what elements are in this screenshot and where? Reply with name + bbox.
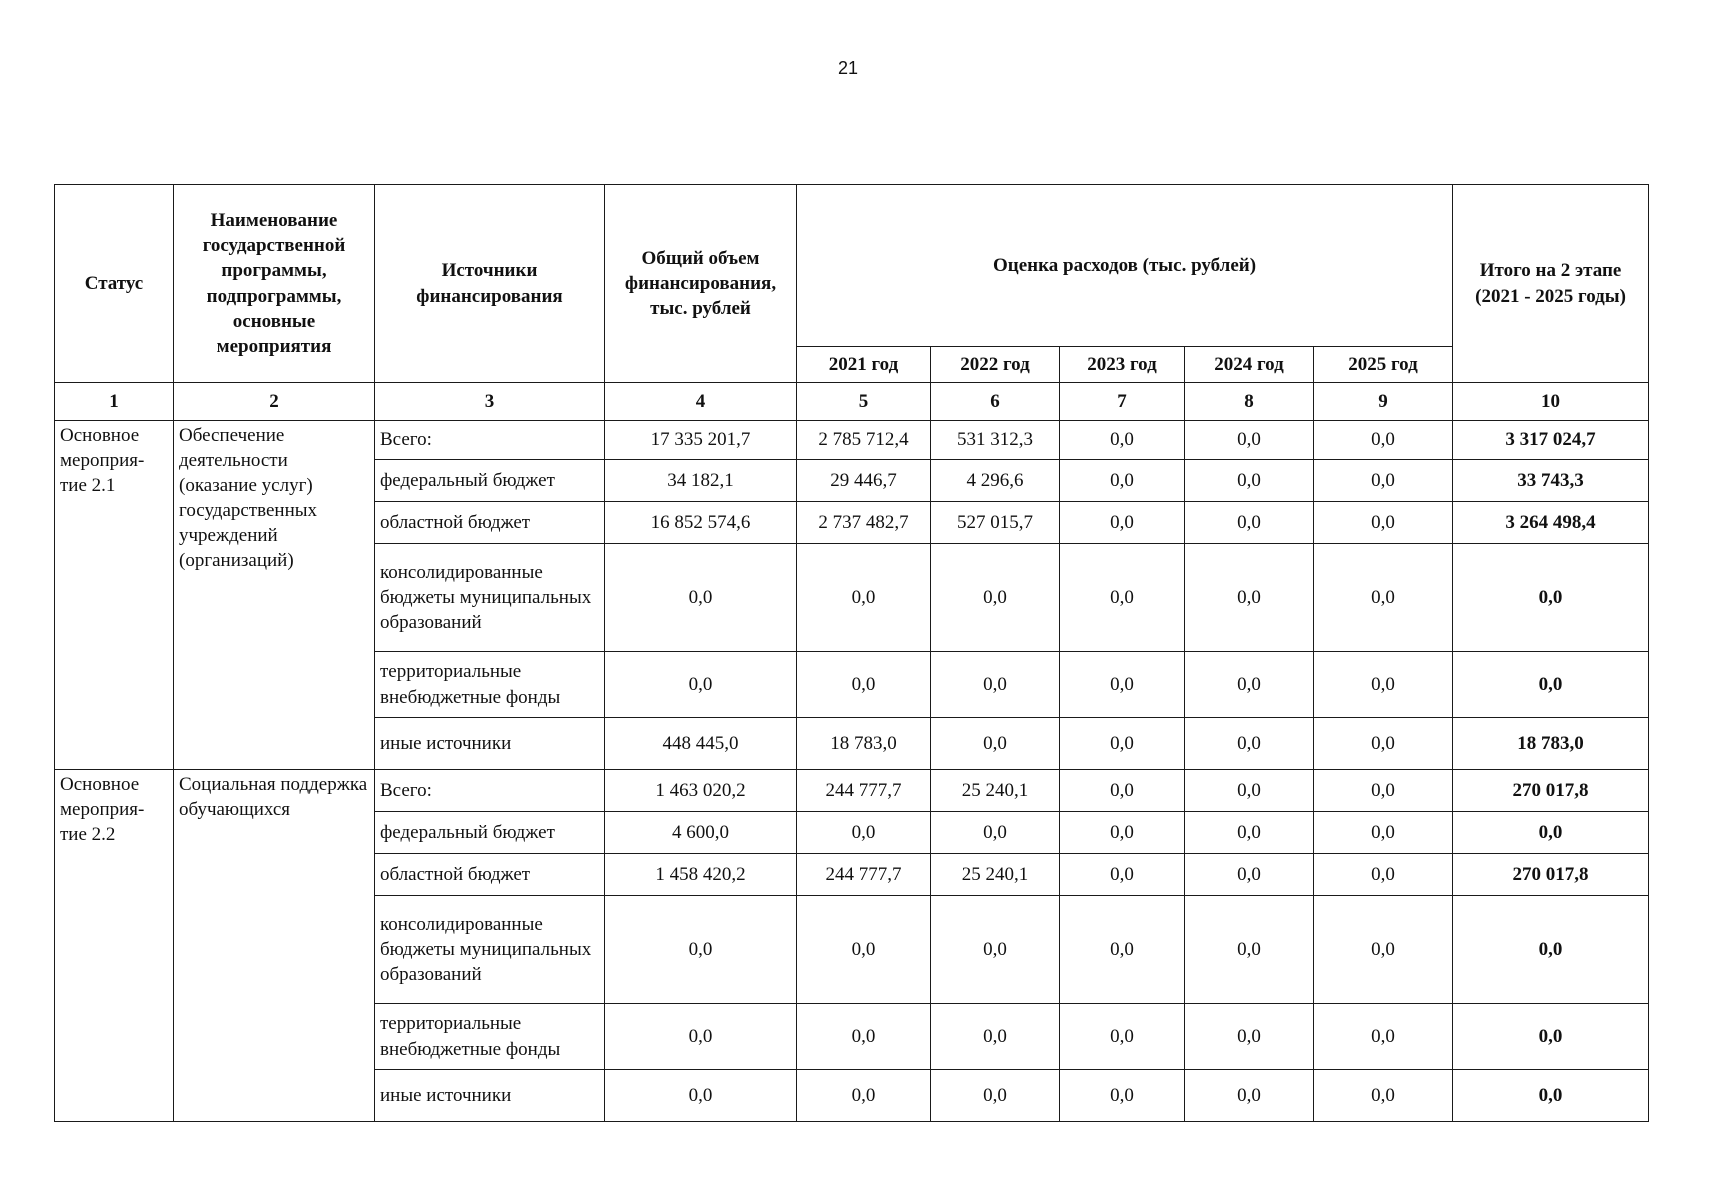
year-cell: 0,0	[1314, 1004, 1453, 1070]
year-cell: 25 240,1	[931, 770, 1060, 812]
year-cell: 0,0	[1185, 854, 1314, 896]
stage-total-cell: 0,0	[1453, 652, 1649, 718]
year-cell: 0,0	[1185, 1004, 1314, 1070]
stage-total-cell: 270 017,8	[1453, 854, 1649, 896]
year-cell: 0,0	[1314, 854, 1453, 896]
year-cell: 0,0	[1185, 770, 1314, 812]
header-year-2021: 2021 год	[797, 347, 931, 383]
year-cell: 0,0	[931, 896, 1060, 1004]
year-cell: 244 777,7	[797, 854, 931, 896]
total-cell: 448 445,0	[605, 718, 797, 770]
column-number: 9	[1314, 383, 1453, 421]
source-cell: федеральный бюджет	[375, 812, 605, 854]
header-sources: Источники финансирования	[375, 185, 605, 383]
total-cell: 34 182,1	[605, 460, 797, 502]
year-cell: 0,0	[1060, 1070, 1185, 1122]
year-cell: 0,0	[1185, 421, 1314, 460]
header-year-2025: 2025 год	[1314, 347, 1453, 383]
column-number: 8	[1185, 383, 1314, 421]
total-cell: 17 335 201,7	[605, 421, 797, 460]
year-cell: 2 785 712,4	[797, 421, 931, 460]
year-cell: 0,0	[797, 1070, 931, 1122]
year-cell: 0,0	[797, 544, 931, 652]
column-number: 10	[1453, 383, 1649, 421]
column-number-row	[55, 383, 1649, 421]
table-row	[55, 770, 1649, 812]
year-cell: 0,0	[1314, 1070, 1453, 1122]
name-cell: Социальная поддержка обучающихся	[174, 770, 375, 1122]
total-cell: 0,0	[605, 544, 797, 652]
year-cell: 0,0	[931, 1070, 1060, 1122]
total-cell: 0,0	[605, 652, 797, 718]
year-cell: 0,0	[797, 1004, 931, 1070]
year-cell: 0,0	[1185, 544, 1314, 652]
status-cell: Основное мероприя-тие 2.1	[55, 421, 174, 770]
year-cell: 0,0	[1314, 718, 1453, 770]
year-cell: 0,0	[1314, 460, 1453, 502]
stage-total-cell: 0,0	[1453, 896, 1649, 1004]
stage-total-cell: 33 743,3	[1453, 460, 1649, 502]
total-cell: 0,0	[605, 1004, 797, 1070]
year-cell: 527 015,7	[931, 502, 1060, 544]
source-cell: иные источники	[375, 718, 605, 770]
year-cell: 0,0	[1060, 502, 1185, 544]
stage-total-cell: 0,0	[1453, 544, 1649, 652]
total-cell: 1 463 020,2	[605, 770, 797, 812]
stage-total-cell: 0,0	[1453, 1004, 1649, 1070]
header-name: Наименование государственной программы, подпрограммы, основные мероприятия	[174, 185, 375, 383]
year-cell: 0,0	[1060, 854, 1185, 896]
status-cell: Основное мероприя-тие 2.2	[55, 770, 174, 1122]
year-cell: 0,0	[931, 652, 1060, 718]
source-cell: консолидированные бюджеты муниципальных образований	[375, 544, 605, 652]
year-cell: 0,0	[1185, 896, 1314, 1004]
column-number: 4	[605, 383, 797, 421]
source-cell: областной бюджет	[375, 854, 605, 896]
page-number: 21	[837, 58, 859, 78]
header-status: Статус	[55, 185, 174, 383]
stage-total-cell: 18 783,0	[1453, 718, 1649, 770]
year-cell: 0,0	[797, 652, 931, 718]
column-number: 1	[55, 383, 174, 421]
header-year-2023: 2023 год	[1060, 347, 1185, 383]
stage-total-cell: 0,0	[1453, 812, 1649, 854]
year-cell: 0,0	[1060, 896, 1185, 1004]
header-year-2024: 2024 год	[1185, 347, 1314, 383]
year-cell: 0,0	[1060, 770, 1185, 812]
source-cell: федеральный бюджет	[375, 460, 605, 502]
year-cell: 0,0	[1314, 502, 1453, 544]
total-cell: 1 458 420,2	[605, 854, 797, 896]
header-total-volume: Общий объем финансирования, тыс. рублей	[605, 185, 797, 383]
source-cell: Всего:	[375, 421, 605, 460]
year-cell: 0,0	[1060, 460, 1185, 502]
table-row	[55, 421, 1649, 460]
year-cell: 4 296,6	[931, 460, 1060, 502]
column-number: 5	[797, 383, 931, 421]
total-cell: 16 852 574,6	[605, 502, 797, 544]
year-cell: 0,0	[931, 718, 1060, 770]
total-cell: 4 600,0	[605, 812, 797, 854]
source-cell: областной бюджет	[375, 502, 605, 544]
year-cell: 0,0	[1185, 460, 1314, 502]
source-cell: территориальные внебюджетные фонды	[375, 652, 605, 718]
year-cell: 29 446,7	[797, 460, 931, 502]
stage-total-cell: 3 317 024,7	[1453, 421, 1649, 460]
stage-total-cell: 0,0	[1453, 1070, 1649, 1122]
source-cell: иные источники	[375, 1070, 605, 1122]
column-number: 2	[174, 383, 375, 421]
year-cell: 0,0	[1060, 544, 1185, 652]
header-estimate: Оценка расходов (тыс. рублей)	[797, 185, 1453, 347]
source-cell: территориальные внебюджетные фонды	[375, 1004, 605, 1070]
total-cell: 0,0	[605, 1070, 797, 1122]
year-cell: 0,0	[1314, 896, 1453, 1004]
year-cell: 0,0	[1314, 812, 1453, 854]
year-cell: 0,0	[1060, 421, 1185, 460]
year-cell: 25 240,1	[931, 854, 1060, 896]
source-cell: Всего:	[375, 770, 605, 812]
name-cell: Обеспечение деятельности (оказание услуг) государственных учреждений (организаций)	[174, 421, 375, 770]
column-number: 3	[375, 383, 605, 421]
source-cell: консолидированные бюджеты муниципальных образований	[375, 896, 605, 1004]
stage-total-cell: 270 017,8	[1453, 770, 1649, 812]
year-cell: 18 783,0	[797, 718, 931, 770]
year-cell: 0,0	[1060, 718, 1185, 770]
year-cell: 0,0	[797, 812, 931, 854]
year-cell: 0,0	[1185, 502, 1314, 544]
year-cell: 0,0	[931, 544, 1060, 652]
year-cell: 0,0	[931, 812, 1060, 854]
year-cell: 0,0	[1185, 652, 1314, 718]
year-cell: 531 312,3	[931, 421, 1060, 460]
header-year-2022: 2022 год	[931, 347, 1060, 383]
column-number: 7	[1060, 383, 1185, 421]
year-cell: 0,0	[1060, 1004, 1185, 1070]
year-cell: 0,0	[1314, 770, 1453, 812]
funding-table	[54, 184, 1649, 1122]
year-cell: 0,0	[1060, 652, 1185, 718]
year-cell: 0,0	[1060, 812, 1185, 854]
year-cell: 244 777,7	[797, 770, 931, 812]
header-row	[55, 185, 1649, 347]
year-cell: 0,0	[1314, 652, 1453, 718]
year-cell: 0,0	[1314, 421, 1453, 460]
year-cell: 0,0	[1185, 1070, 1314, 1122]
year-cell: 2 737 482,7	[797, 502, 931, 544]
stage-total-cell: 3 264 498,4	[1453, 502, 1649, 544]
total-cell: 0,0	[605, 896, 797, 1004]
year-cell: 0,0	[1314, 544, 1453, 652]
column-number: 6	[931, 383, 1060, 421]
year-cell: 0,0	[931, 1004, 1060, 1070]
year-cell: 0,0	[1185, 718, 1314, 770]
header-stage-total: Итого на 2 этапе (2021 - 2025 годы)	[1453, 185, 1649, 383]
year-cell: 0,0	[797, 896, 931, 1004]
year-cell: 0,0	[1185, 812, 1314, 854]
